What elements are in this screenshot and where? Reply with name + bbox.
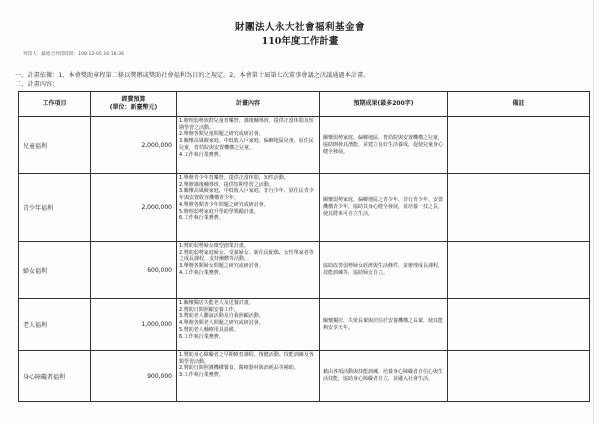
content-line: 2.贊助弱勢家庭婦女、受暴婦女、新住民配偶、女性單家者等之成長課程，支持團體等活動。 (179, 249, 314, 263)
table-row (19, 117, 590, 174)
content-line: 2.舉辦課後輔導班，提供短期學習之活動。 (179, 181, 274, 188)
row-note (448, 242, 590, 299)
row-result: 關懷弱勢家庭、偏鄉地區、育幼院與安置機構之兒童，協助開發其潛能，並建立良好生活養成，促使兒童身心健全發展。 (320, 117, 448, 174)
row-note (448, 351, 590, 402)
header-budget-line2: (單位：新臺幣元) (109, 104, 158, 111)
row-item: 兒童福利 (19, 117, 91, 174)
row-note (448, 299, 590, 351)
row-content (177, 117, 320, 174)
document-title: 財團法人永大社會福利基金會 (234, 22, 365, 33)
row-item: 婦女福利 (19, 242, 91, 299)
content-line: 3.工作執行業務費。 (179, 372, 224, 379)
header-note: 備註 (448, 92, 590, 117)
content-line: 3.關懷高風險家庭、中低收入戶家庭、非行少年、原住民青少年與安置收容機構青少年。 (179, 188, 314, 202)
content-line: 4.工作執行業務費。 (179, 269, 224, 276)
header-budget (91, 92, 177, 117)
content-line: 5.辦理弱勢家庭升學助學獎勵計畫。 (179, 208, 259, 215)
row-content (177, 174, 320, 242)
row-budget: 1,000,000 (91, 299, 177, 351)
row-content (177, 242, 320, 299)
scan-edge (593, 0, 594, 424)
content-line: 2.贊助日間照顧安養工作。 (179, 306, 239, 313)
row-budget: 2,000,000 (91, 117, 177, 174)
content-line: 3.關懷高風險家庭、中低收入戶家庭、偏鄉地區兒童、原住民兒童，育幼院與安置機構之兒童。 (179, 138, 314, 151)
row-content (177, 351, 320, 402)
row-item: 老人福利 (19, 299, 91, 351)
content-line: 1.舉辦青少年育樂營，提供正當休閒，知性活動。 (179, 175, 289, 181)
row-result: 關懷獨居、失依長輩與居住於安養機構之長輩，使其能夠安享天年。 (320, 299, 448, 351)
row-content (177, 299, 320, 351)
row-note (448, 117, 590, 174)
content-line: 3.舉辦各類婦女問題之研究或研討會。 (179, 263, 264, 270)
row-result: 藉由各項活動與技能訓練，培養身心障礙者自信心與生活技能，協助身心障礙者自立，並融入社會生活。 (320, 351, 448, 402)
print-info: 列印人：蘇給合列印時間：108-12-05 16:18:36 (23, 52, 124, 57)
table-row (19, 299, 590, 351)
content-line: 3.贊助老人聯誼活動及自我照顧活動。 (179, 313, 264, 320)
content-line: 2.贊助日間照護機構餐食、醫療器材與消耗品等補助。 (179, 365, 299, 372)
content-line: 4.舉辦各類青少年問題之研究或研討會。 (179, 201, 269, 208)
row-note (448, 174, 590, 242)
header-budget-line1: 經費預算 (121, 96, 146, 103)
table-header-row (19, 92, 590, 117)
table-row (19, 351, 590, 402)
plan-basis: 一、計畫依據：1、本會獎助章程第二條以獎辦或獎助社會福利為目的之規定。2、本會第十屆第七次董事會議之決議通過本計畫。 (15, 72, 370, 79)
work-plan-table (18, 91, 590, 402)
document-subtitle: 110年度工作計畫 (261, 36, 339, 47)
row-budget: 900,000 (91, 351, 177, 402)
header-content: 計畫內容 (177, 92, 320, 117)
table-row (19, 242, 590, 299)
row-budget: 600,000 (91, 242, 177, 299)
row-item: 青少年福利 (19, 174, 91, 242)
content-line: 5.贊助老人輔療用具設備。 (179, 326, 239, 333)
content-line: 1.贊助弱勢婦女微型創業計畫。 (179, 243, 249, 249)
content-line: 1.關懷獨居失能老人及送餐計畫。 (179, 300, 254, 306)
content-line: 4.舉辦各類老人問題之研究或研討會。 (179, 320, 264, 327)
header-result: 預期成果(最多200字) (320, 92, 448, 117)
plan-content-heading: 二、計畫內容： (15, 81, 59, 88)
row-result: 協助改善弱勢婦女經濟與生活條件，並辦理成長課程，技能訓練等，協助婦女自立。 (320, 242, 448, 299)
content-line: 2.舉辦各類兒童問題之研究或研討會。 (179, 131, 264, 138)
content-line: 1.辦理弱勢族群兒童育樂營、課後輔導班，提供正當休閒及短期學習之活動。 (179, 118, 314, 131)
content-line: 6.工作執行業務費。 (179, 215, 224, 222)
row-item: 身心障礙者福利 (19, 351, 91, 402)
content-line: 1.贊助身心障礙者之早期療育課程、復健活動、技能訓練及各類學習活動。 (179, 352, 314, 365)
content-line: 4.工作執行業務費。 (179, 151, 224, 158)
header-item: 工作項目 (19, 92, 91, 117)
content-line: 6.工作執行業務費。 (179, 333, 224, 340)
row-result: 關懷弱勢家庭、偏鄉地區之青少年、非行青少年、安置機構青少年，協助其身心健全發展，並培養一技之長，使其將來可自立生活。 (320, 174, 448, 242)
table-row (19, 174, 590, 242)
row-budget: 2,000,000 (91, 174, 177, 242)
